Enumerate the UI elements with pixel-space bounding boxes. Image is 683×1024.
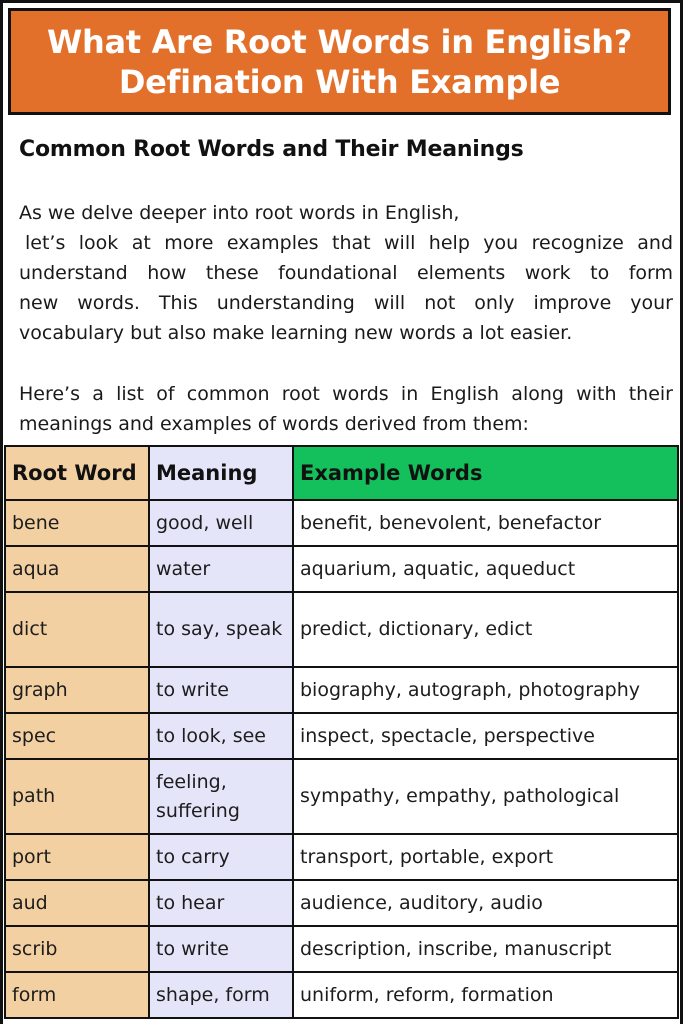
table-row [5, 972, 678, 1018]
examples-cell: biography, autograph, photography [293, 667, 678, 713]
examples-cell: inspect, spectacle, perspective [293, 713, 678, 759]
root-words-table [4, 445, 679, 1019]
intro-line-1: As we delve deeper into root words in English, [19, 202, 460, 224]
root-cell: dict [5, 592, 149, 667]
examples-cell: uniform, reform, formation [293, 972, 678, 1018]
examples-cell: aquarium, aquatic, aqueduct [293, 546, 678, 592]
list-intro-line-2: meanings and examples of words derived from them: [19, 413, 529, 435]
examples-cell: benefit, benevolent, benefactor [293, 500, 678, 546]
root-cell: aud [5, 880, 149, 926]
table-row [5, 500, 678, 546]
meaning-cell: water [149, 546, 293, 592]
meaning-cell: to say, speak [149, 592, 293, 667]
table-row [5, 834, 678, 880]
list-intro-paragraph [19, 379, 673, 439]
root-cell: aqua [5, 546, 149, 592]
meaning-cell: to carry [149, 834, 293, 880]
examples-cell: transport, portable, export [293, 834, 678, 880]
examples-cell: description, inscribe, manuscript [293, 926, 678, 972]
examples-cell: audience, auditory, audio [293, 880, 678, 926]
meaning-cell: to hear [149, 880, 293, 926]
meaning-cell: to look, see [149, 713, 293, 759]
section-heading: Common Root Words and Their Meanings [19, 137, 524, 162]
table-row [5, 546, 678, 592]
root-cell: graph [5, 667, 149, 713]
meaning-cell: to write [149, 926, 293, 972]
intro-line-4: new words. This understanding will not only improve your [19, 292, 673, 314]
root-cell: port [5, 834, 149, 880]
examples-cell: sympathy, empathy, pathological [293, 759, 678, 834]
root-cell: spec [5, 713, 149, 759]
intro-line-3: understand how these foundational elements work to form [19, 262, 673, 284]
meaning-cell: to write [149, 667, 293, 713]
header-root-word: Root Word [5, 446, 149, 500]
intro-paragraph [19, 198, 673, 348]
root-cell: path [5, 759, 149, 834]
table-row [5, 880, 678, 926]
root-cell: bene [5, 500, 149, 546]
intro-line-5: vocabulary but also make learning new words a lot easier. [19, 322, 573, 344]
header-meaning: Meaning [149, 446, 293, 500]
table-row [5, 759, 678, 834]
table-row [5, 592, 678, 667]
examples-cell: predict, dictionary, edict [293, 592, 678, 667]
title-banner [8, 8, 671, 115]
table-row [5, 713, 678, 759]
table-header-row [5, 446, 678, 500]
header-example-words: Example Words [293, 446, 678, 500]
root-cell: scrib [5, 926, 149, 972]
root-cell: form [5, 972, 149, 1018]
list-intro-line-1: Here’s a list of common root words in English along with their [19, 383, 673, 405]
title-line-2: Defination With Example [118, 62, 561, 101]
meaning-cell: shape, form [149, 972, 293, 1018]
table-row [5, 667, 678, 713]
intro-line-2: let’s look at more examples that will help you recognize and [25, 232, 673, 254]
meaning-cell: good, well [149, 500, 293, 546]
meaning-cell: feeling, suffering [149, 759, 293, 834]
title-line-1: What Are Root Words in English? [46, 22, 633, 61]
table-row [5, 926, 678, 972]
